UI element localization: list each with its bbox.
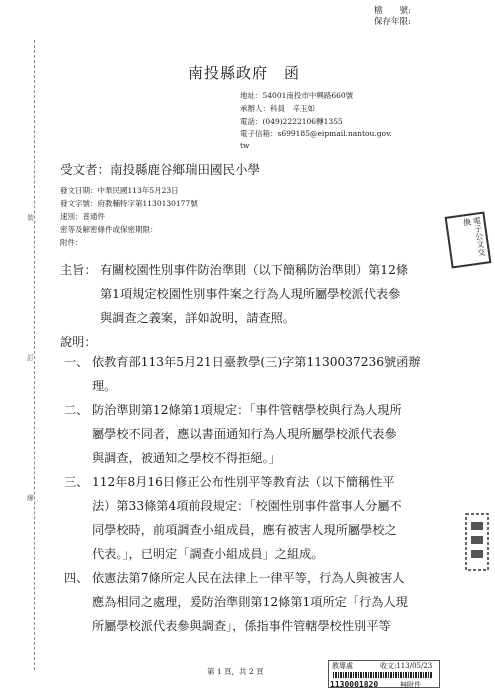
sender-address: 地址：54001南投市中興路660號 xyxy=(240,91,354,100)
margin-mark-line: 線 xyxy=(27,494,34,502)
recipient: 受文者：南投縣鹿谷鄉瑞田國民小學 xyxy=(60,162,261,177)
item-line: 112年8月16日修正公布性別平等教育法（以下簡稱性平 xyxy=(92,475,395,489)
sender-email-cont: tw xyxy=(240,141,250,150)
item-number: 一、 xyxy=(64,355,89,369)
file-number-label: 檔 號: xyxy=(374,6,411,16)
item-line: 代表。」，已明定「調查小組成員」之組成。 xyxy=(92,547,324,561)
margin-mark-staple: 訂 xyxy=(27,354,34,362)
doc-number: 發文字號：府教輔特字第1130130177號 xyxy=(60,199,198,208)
item-line: 理。 xyxy=(92,379,117,393)
subject-label: 主旨： xyxy=(60,263,97,277)
item-line: 法）第33條第4項前段規定：「校園性別事件當事人分屬不 xyxy=(92,499,402,513)
item-line: 屬學校不同者，應以書面通知行為人現所屬學校派代表參 xyxy=(92,427,397,441)
item-number: 二、 xyxy=(64,403,89,417)
subject-line: 與調查之義案，詳如說明，請查照。 xyxy=(100,311,295,325)
item-line: 防治準則第12條第1項規定：「事件管轄學校與行為人現所 xyxy=(92,403,402,417)
item-line: 應為相同之處理，爰防治準則第12條第1項所定「行為人現 xyxy=(92,595,408,609)
explanation-label: 說明： xyxy=(60,335,97,349)
item-line: 所屬學校派代表參與調查」，係指事件管轄學校性別平等 xyxy=(92,619,391,633)
sender-email: 電子信箱：s699185@eipmail.nantou.gov. xyxy=(240,129,392,138)
item-line: 依教育部113年5月21日臺教學(三)字第1130037236號函辦 xyxy=(92,355,421,369)
speed: 速別：普通件 xyxy=(60,212,105,221)
margin-mark-bind: 裝 xyxy=(27,214,34,222)
attachment: 附件： xyxy=(60,238,83,247)
page-title: 南投縣政府 函 xyxy=(188,64,301,82)
receipt-attachment: 無附件 xyxy=(400,681,421,689)
item-line: 同學校時，前項調查小組成員，應有被害人現所屬學校之 xyxy=(92,523,397,537)
retention-label: 保存年限: xyxy=(374,17,411,27)
binding-line xyxy=(34,40,35,670)
sender-contact: 承辦人：科員 辛玉如 xyxy=(240,104,315,113)
receipt-doc-number: 1130001820 xyxy=(330,680,379,689)
barcode-icon xyxy=(333,672,433,678)
page-number: 第 1 頁，共 2 頁 xyxy=(207,667,264,676)
receipt-dept: 教導處 xyxy=(332,662,353,670)
issue-date: 發文日期：中華民國113年5月23日 xyxy=(60,186,179,195)
item-line: 與調查，被通知之學校不得拒絕。」 xyxy=(92,451,281,465)
item-line: 依憲法第7條所定人民在法律上一律平等，行為人與被害人 xyxy=(92,571,405,585)
receipt-date: 收文:113/05/23 xyxy=(380,662,433,670)
seal-stamp-icon xyxy=(464,512,490,572)
item-number: 四、 xyxy=(64,571,89,585)
item-number: 三、 xyxy=(64,475,89,489)
security-level: 密等及解密條件或保密期限： xyxy=(60,225,158,234)
electronic-exchange-stamp: 電子公文交換 xyxy=(445,211,492,268)
subject-line: 第1項規定校園性別事件案之行為人現所屬學校派代表參 xyxy=(100,287,401,301)
subject-line: 有關校園性別事件防治準則（以下簡稱防治準則）第12條 xyxy=(100,263,409,277)
sender-phone: 電話：(049)2222106轉1355 xyxy=(240,117,343,126)
